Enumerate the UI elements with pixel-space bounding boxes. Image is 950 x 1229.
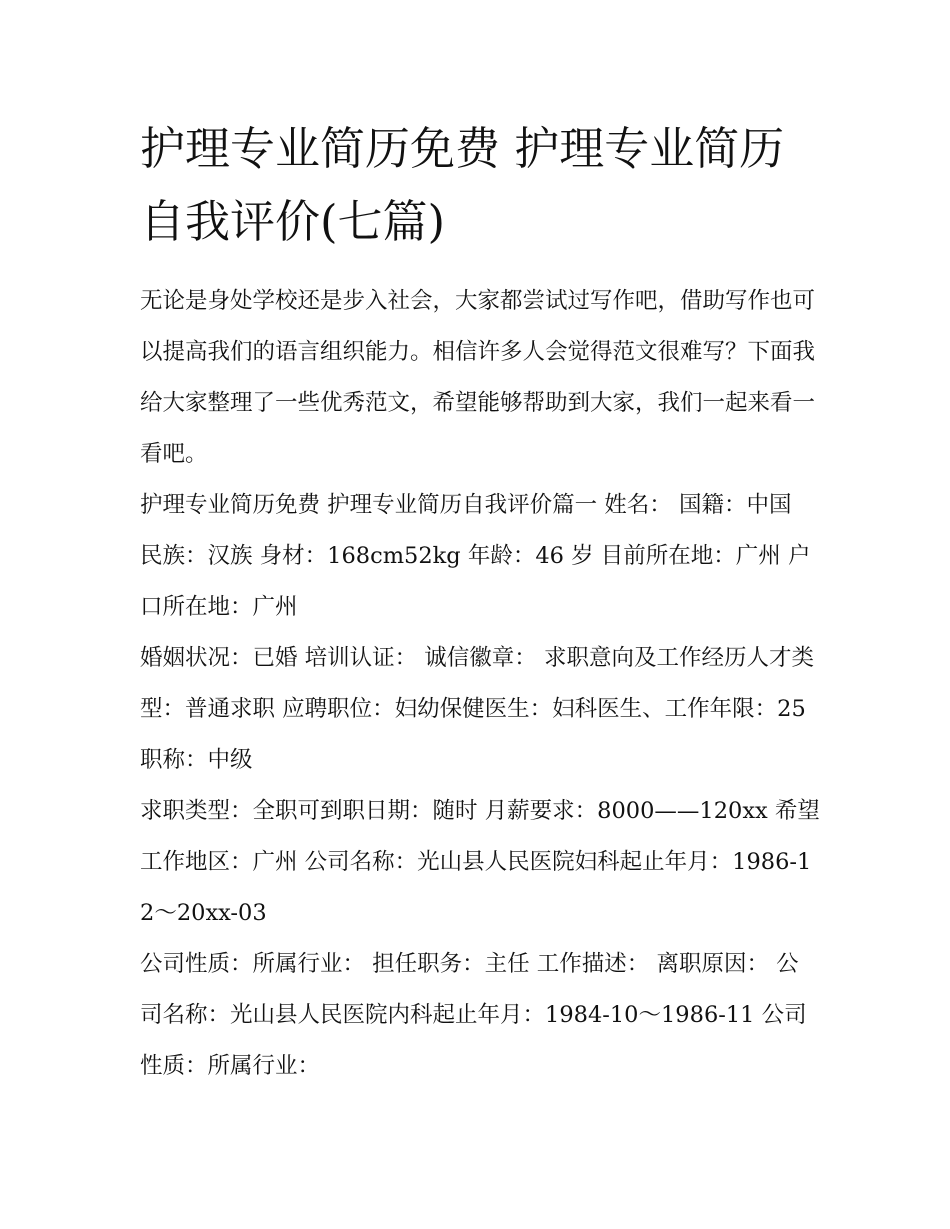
paragraph-job-intention: 婚姻状况：已婚 培训认证： 诚信徽章： 求职意向及工作经历人才类型：普通求职 应聘职位：妇幼保健医生：妇科医生、工作年限：25 职称：中级 (140, 645, 814, 773)
paragraph-job-type: 求职类型：全职可到职日期：随时 月薪要求：8000——120xx 希望工作地区：广州 公司名称：光山县人民医院妇科起止年月：1986-12～20xx-03 (140, 798, 820, 926)
document-title: 护理专业简历免费 护理专业简历自我评价(七篇) (140, 122, 785, 248)
paragraph-intro: 无论是身处学校还是步入社会，大家都尝试过写作吧，借助写作也可以提高我们的语言组织能力。相信许多人会觉得范文很难写？下面我给大家整理了一些优秀范文，希望能够帮助到大家，我们一起来看一看吧。 (140, 288, 816, 467)
paragraph-personal-info: 护理专业简历免费 护理专业简历自我评价篇一 姓名： 国籍：中国 民族：汉族 身材：168cm52kg 年龄：46 岁 目前所在地：广州 户口所在地：广州 (140, 492, 811, 620)
paragraph-work-history: 公司性质：所属行业： 担任职务：主任 工作描述： 离职原因： 公司名称：光山县人民医院内科起止年月：1984-10～1986-11 公司性质：所属行业： (140, 951, 807, 1079)
document-body (140, 276, 820, 1092)
